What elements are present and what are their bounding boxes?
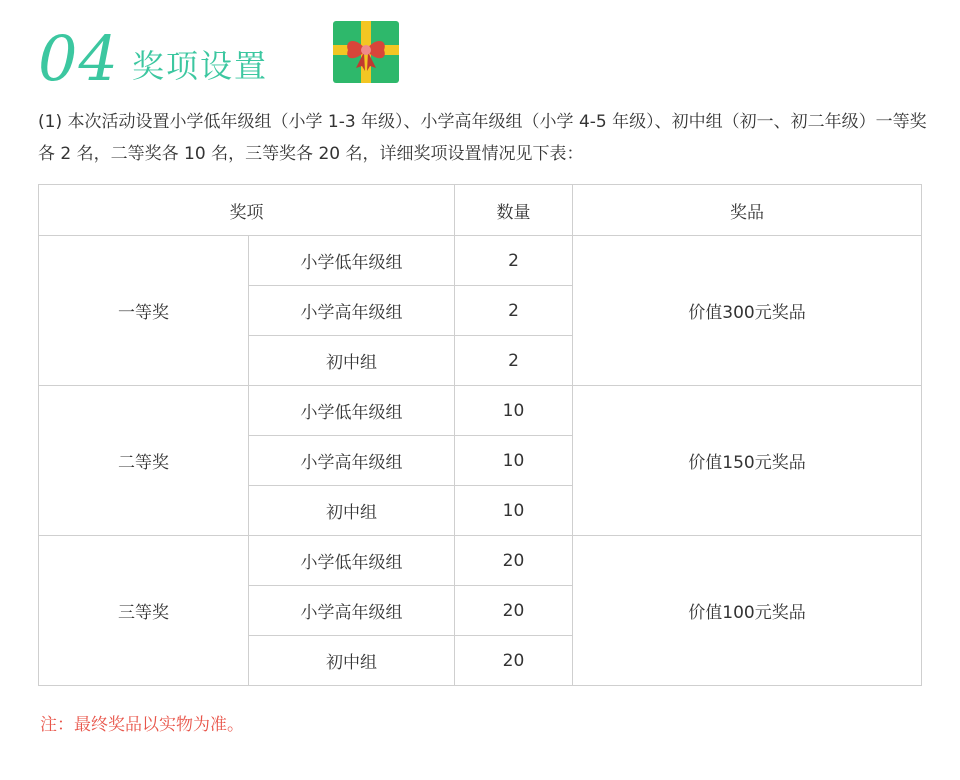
group-cell: 小学低年级组 xyxy=(249,236,455,286)
count-cell: 2 xyxy=(455,286,573,336)
gift-box-icon xyxy=(332,18,400,84)
group-cell: 小学高年级组 xyxy=(249,436,455,486)
header-award: 奖项 xyxy=(39,185,455,236)
group-cell: 初中组 xyxy=(249,336,455,386)
prize-cell: 价值300元奖品 xyxy=(573,236,922,386)
table-row xyxy=(39,536,922,586)
tier-name: 一等奖 xyxy=(39,236,249,386)
count-cell: 20 xyxy=(455,636,573,686)
group-cell: 初中组 xyxy=(249,486,455,536)
tier-name: 三等奖 xyxy=(39,536,249,686)
group-cell: 小学低年级组 xyxy=(249,386,455,436)
prize-cell: 价值150元奖品 xyxy=(573,386,922,536)
section-number: 04 xyxy=(38,22,119,95)
count-cell: 20 xyxy=(455,536,573,586)
count-cell: 2 xyxy=(455,336,573,386)
header-prize: 奖品 xyxy=(573,185,922,236)
section-title: 奖项设置 xyxy=(132,47,269,85)
awards-table xyxy=(38,184,922,686)
intro-paragraph: (1) 本次活动设置小学低年级组（小学 1-3 年级）、小学高年级组（小学 4-5 年级）、初中组（初一、初二年级）一等奖各 2 名，二等奖各 10 名，三等奖各 20 名，详细奖项设置情况见下表： xyxy=(38,112,927,164)
table-row xyxy=(39,236,922,286)
table-header-row xyxy=(39,185,922,236)
prize-cell: 价值100元奖品 xyxy=(573,536,922,686)
section-header xyxy=(38,18,438,98)
tier-name: 二等奖 xyxy=(39,386,249,536)
count-cell: 2 xyxy=(455,236,573,286)
group-cell: 小学高年级组 xyxy=(249,586,455,636)
group-cell: 初中组 xyxy=(249,636,455,686)
count-cell: 20 xyxy=(455,586,573,636)
group-cell: 小学高年级组 xyxy=(249,286,455,336)
header-count: 数量 xyxy=(455,185,573,236)
count-cell: 10 xyxy=(455,486,573,536)
count-cell: 10 xyxy=(455,386,573,436)
count-cell: 10 xyxy=(455,436,573,486)
group-cell: 小学低年级组 xyxy=(249,536,455,586)
table-row xyxy=(39,386,922,436)
footnote: 注：最终奖品以实物为准。 xyxy=(40,715,244,735)
